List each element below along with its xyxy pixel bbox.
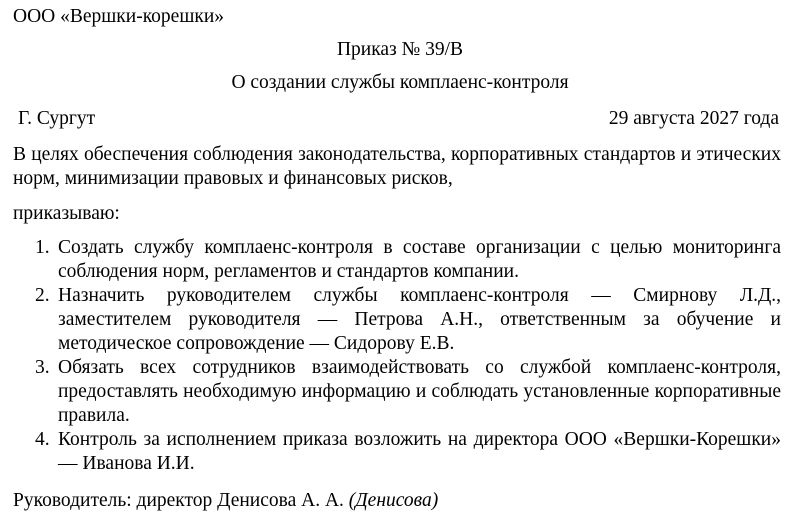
item-number: 3. (35, 357, 50, 378)
list-item (35, 428, 781, 476)
item-text: Назначить руководителем службы комплаенс-контроля — Смирнову Л.Д., заместителем руководителя — Петрова А.Н., ответственным за обучение и методическое сопровождение — Сидорову Е.В. (58, 285, 781, 354)
item-text: Создать службу комплаенс-контроля в составе организации с целью мониторинга соблюдения норм, регламентов и стандартов компании. (58, 237, 781, 282)
signatory: Руководитель: директор Денисова А. А. (13, 490, 344, 511)
order-title: Приказ № 39/В (336, 39, 464, 60)
organization-name: ООО «Вершки-корешки» (13, 6, 225, 27)
item-number: 1. (35, 237, 50, 258)
item-number: 2. (35, 285, 50, 306)
order-subject: О создании службы комплаенс-контроля (231, 72, 569, 93)
item-text: Обязать всех сотрудников взаимодействовать со службой комплаенс-контроля, предоставлять необходимую информацию и соблюдать установленные корпоративные правила. (58, 357, 781, 426)
item-text: Контроль за исполнением приказа возложить на директора ООО «Вершки-Корешки» — Иванова И.И. (58, 429, 781, 474)
handwritten-signature: (Денисова) (348, 490, 439, 511)
list-item (35, 356, 781, 428)
item-number: 4. (35, 429, 50, 450)
city: Г. Сургут (18, 108, 96, 129)
order-items-list (0, 236, 800, 476)
list-item (35, 284, 781, 356)
order-date: 29 августа 2027 года (608, 108, 779, 129)
order-word: приказываю: (13, 203, 120, 224)
list-item (35, 236, 781, 284)
preamble-paragraph: В целях обеспечения соблюдения законодательства, корпоративных стандартов и этических норм, минимизации правовых и финансовых рисков, (13, 144, 781, 189)
signature-line (13, 489, 438, 513)
